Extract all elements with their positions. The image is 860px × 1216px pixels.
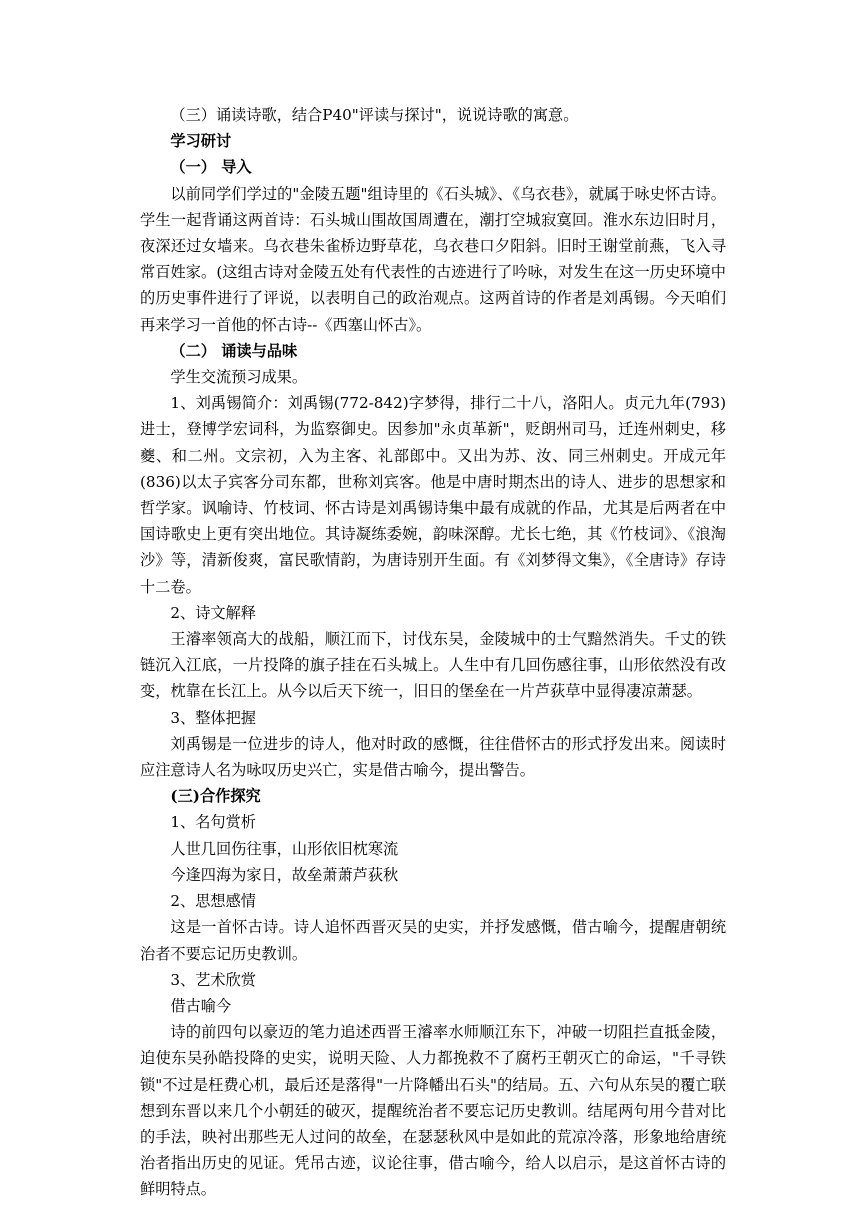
section-heading-study: 学习研讨 (170, 132, 232, 151)
thoughts-feelings-paragraph: 这是一首怀古诗。诗人追怀西晋灭吴的史实，并抒发感慨，借古喻今，提醒唐朝统治者不要忘记历史教训。 (140, 918, 726, 963)
art-appreciation-paragraph: 诗的前四句以豪迈的笔力追述西晋王濬率水师顺江东下，冲破一切阻拦直抵金陵，迫使东吴孙皓投降的史实，说明天险、人力都挽救不了腐朽王朝灭亡的命运，"千寻铁锁"不过是枉费心机，最后还是落得"一片降幡出石头"的结局。五、六句从东吴的覆亡联想到东晋以来几个小朝廷的破灭，提醒统治者不要忘记历史教训。结尾两句用今昔对比的手法，映衬出那些无人过问的故垒，在瑟瑟秋风中是如此的荒凉冷落，形象地给唐统治者指出历史的见证。凭吊古迹，议论往事，借古喻今，给人以启示，是这首怀古诗的鲜明特点。 (140, 1023, 726, 1199)
document-body (140, 102, 726, 1203)
preview-exchange-line: 学生交流预习成果。 (170, 368, 308, 387)
borrow-past-label: 借古喻今 (170, 996, 232, 1015)
heading-introduction: （一） 导入 (170, 158, 252, 177)
subheading-overall-grasp: 3、整体把握 (170, 708, 256, 727)
introduction-paragraph: 以前同学们学过的"金陵五题"组诗里的《石头城》、《乌衣巷》，就属于咏史怀古诗。学生一起背诵这两首诗：石头城山围故国周遭在，潮打空城寂寞回。淮水东边旧时月，夜深还过女墙来。乌衣巷朱雀桥边野草花，乌衣巷口夕阳斜。旧时王谢堂前燕，飞入寻常百姓家。(这组古诗对金陵五处有代表性的古迹进行了吟咏，对发生在这一历史环境中的历史事件进行了评说，以表明自己的政治观点。这两首诗的作者是刘禹锡。今天咱们再来学习一首他的怀古诗--《西塞山怀古》。 (140, 184, 726, 334)
famous-line-2: 今逢四海为家日，故垒萧萧芦荻秋 (170, 865, 399, 884)
subheading-art-appreciation: 3、艺术欣赏 (170, 970, 256, 989)
subheading-famous-lines: 1、名句赏析 (170, 813, 256, 832)
poem-explanation-paragraph: 王濬率领高大的战船，顺江而下，讨伐东吴，金陵城中的士气黯然消失。千丈的铁链沉入江底，一片投降的旗子挂在石头城上。人生中有几回伤感往事，山形依然没有改变，枕靠在长江上。从今以后天下统一，旧日的堡垒在一片芦荻草中显得凄凉萧瑟。 (140, 630, 726, 701)
overall-grasp-paragraph: 刘禹锡是一位进步的诗人，他对时政的感慨，往往借怀古的形式抒发出来。阅读时应注意诗人名为咏叹历史兴亡，实是借古喻今，提出警告。 (140, 734, 726, 780)
heading-recite-savor: （二） 诵读与品味 (170, 341, 298, 360)
author-bio-paragraph: 1、刘禹锡简介：刘禹锡(772-842)字梦得，排行二十八，洛阳人。贞元九年(793)进士，登博学宏词科，为监察御史。因参加"永贞革新"，贬朗州司马，迁连州刺史，移夔、和二州。文宗初，入为主客、礼部郎中。又出为苏、汝、同三州刺史。开成元年(836)以太子宾客分司东都，世称刘宾客。他是中唐时期杰出的诗人、进步的思想家和哲学家。讽喻诗、竹枝词、怀古诗是刘禹锡诗集中最有成就的作品，尤其是后两者在中国诗歌史上更有突出地位。其诗凝练委婉，韵味深醇。尤长七绝，其《竹枝词》、《浪淘沙》等，清新俊爽，富民歌情韵，为唐诗别开生面。有《刘梦得文集》，《全唐诗》存诗十二卷。 (140, 394, 726, 596)
heading-cooperative-inquiry: (三)合作探究 (170, 787, 261, 806)
famous-line-1: 人世几回伤往事，山形依旧枕寒流 (170, 839, 399, 858)
subheading-poem-explanation: 2、诗文解释 (170, 603, 256, 622)
task-three-line: （三）诵读诗歌，结合P40"评读与探讨"，说说诗歌的寓意。 (170, 106, 579, 124)
subheading-thoughts-feelings: 2、思想感情 (170, 892, 256, 911)
